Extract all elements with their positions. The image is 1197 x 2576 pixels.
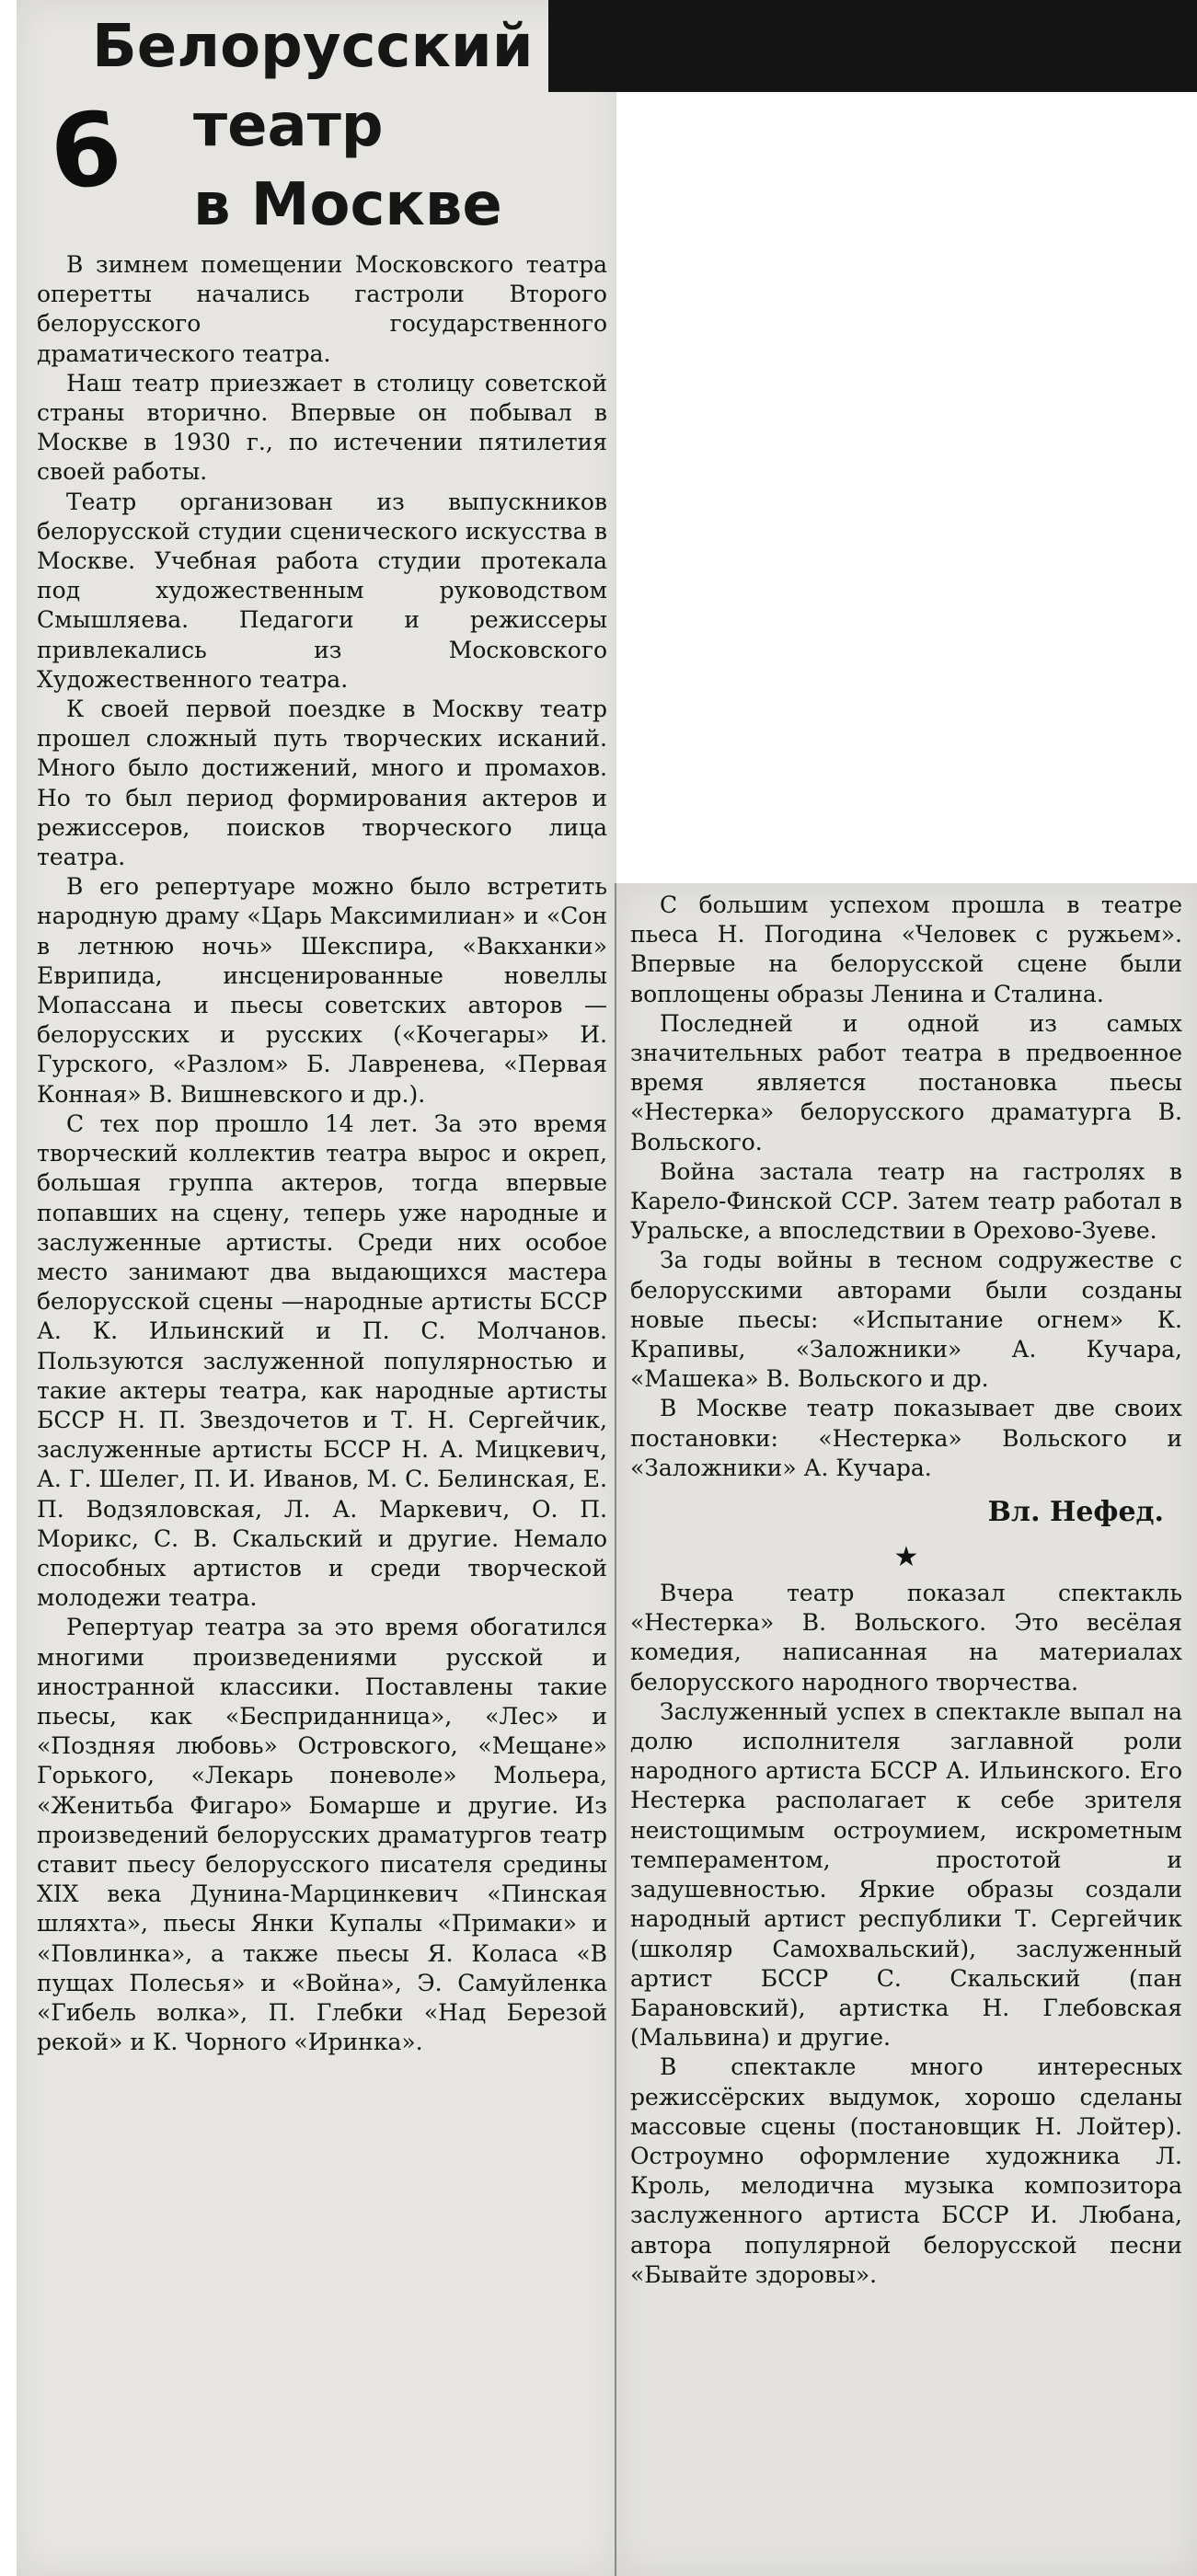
paragraph: Последней и одной из самых значительных работ театра в предвоенное время является постановка пьесы «Нестерка» белорусского драматурга В. Вольского. — [630, 1009, 1182, 1156]
paragraph: В Москве театр показывает две своих постановки: «Нестерка» Вольского и «Заложники» А. Кучара. — [630, 1395, 1182, 1481]
paragraph: Репертуар театра за это время обогатился многими произведениями русской и иностранной классики. Поставлены такие пьесы, как «Бесприданница», «Лес» и «Поздняя любовь» Островского, «Мещане» Горького, «Лекарь поневоле» Мольера, «Женитьба Фигаро» Бомарше и другие. Из произведений белорусских драматургов театр ставит пьесу белорусского писателя средины XIX века Дунина-Марцинкевич «Пинская шляхта», пьесы Янки Купалы «Примаки» и «Повлинка», а также пьесы Я. Коласа «В пущах Полесья» и «Война», Э. Самуйленка «Гибель волка», П. Глебки «Над Березой рекой» и К. Чорного «Иринка». — [37, 1614, 607, 2056]
paragraph: Театр организован из выпускников белорусской студии сценического искусства в Москве. Учебная работа студии протекала под художественным руководством Смышляева. Педагоги и режиссеры привлекались из Московского Художественного театра. — [37, 488, 607, 693]
paragraph: В спектакле много интересных режиссёрских выдумок, хорошо сделаны массовые сцены (постановщик Н. Лойтер). Остроумно оформление художника Л. Кроль, мелодична музыка композитора заслуженного артиста БССР И. Любана, автора популярной белорусской песни «Бывайте здоровы». — [630, 2053, 1182, 2288]
title-line: в Москве — [193, 171, 502, 239]
title-line: театр — [193, 92, 384, 160]
star-separator: ★ — [893, 1541, 919, 1574]
paragraph: Вчера театр показал спектакль «Нестерка» В. Вольского. Это весёлая комедия, написанная на материалах белорусского народного творчества. — [630, 1580, 1182, 1696]
paragraph: В зимнем помещении Московского театра оперетты начались гастроли Второго белорусского государственного драматического театра. — [37, 251, 607, 367]
paragraph: С большим успехом прошла в театре пьеса Н. Погодина «Человек с ружьем». Впервые на белорусской сцене были воплощены образы Ленина и Сталина. — [630, 891, 1182, 1007]
paragraph: Заслуженный успех в спектакле выпал на долю исполнителя заглавной роли народного артиста БССР А. Ильинского. Его Нестерка располагает к себе зрителя неистощимым остроумием, искрометным темпераментом, простотой и задушевностью. Яркие образы создали народный артист республики Т. Сергейчик (школяр Самохвальский), заслуженный артист БССР С. Скальский (пан Барановский), артистка Н. Глебовская (Мальвина) и другие. — [630, 1697, 1182, 2052]
article-title — [92, 7, 552, 245]
paragraph: Война застала театр на гастролях в Карело-Финской ССР. Затем театр работал в Уральске, а впоследствии в Орехово-Зуеве. — [630, 1157, 1182, 1245]
author-signature: Вл. Нефед. — [987, 1496, 1164, 1529]
paragraph: К своей первой поездке в Москву театр прошел сложный путь творческих исканий. Много было достижений, много и промахов. Но то был период формирования актеров и режиссеров, поисков творческого лица театра. — [37, 696, 607, 871]
paragraph: За годы войны в тесном содружестве с белорусскими авторами были созданы новые пьесы: «Испытание огнем» К. Крапивы, «Заложники» А. Кучара, «Машека» В. Вольского и др. — [630, 1247, 1182, 1393]
left-column — [37, 250, 607, 2057]
paragraph: Наш театр приезжает в столицу советской страны вторично. Впервые он побывал в Москве в 1930 г., по истечении пятилетия своей работы. — [37, 369, 607, 486]
column-divider — [615, 883, 616, 2576]
paragraph: В его репертуаре можно было встретить народную драму «Царь Максимилиан» и «Сон в летнюю ночь» Шекспира, «Вакханки» Еврипида, инсценированные новеллы Мопассана и пьесы советских авторов — белорусских и русских («Кочегары» И. Гурского, «Разлом» Б. Лавренева, «Первая Конная» В. Вишневского и др.). — [37, 873, 607, 1108]
background-corner — [548, 0, 1197, 92]
right-column — [630, 891, 1182, 2290]
title-line: Белорусский — [92, 13, 534, 81]
paragraph: С тех пор прошло 14 лет. За это время творческий коллектив театра вырос и окреп, большая группа актеров, тогда впервые попавших на сцену, теперь уже народные и заслуженные артисты. Среди них особое место занимают два выдающихся мастера белорусской сцены —народные артисты БССР А. К. Ильинский и П. С. Молчанов. Пользуются заслуженной популярностью и такие актеры театра, как народные артисты БССР Н. П. Звездочетов и Т. Н. Сергейчик, заслуженные артисты БССР Н. А. Мицкевич, А. Г. Шелег, П. И. Иванов, М. С. Белинская, Е. П. Водзяловская, Л. А. Маркевич, О. П. Морикс, С. В. Скальский и другие. Немало способных артистов и среди творческой молодежи театра. — [37, 1110, 607, 1612]
handwritten-number: 6 — [44, 88, 128, 213]
